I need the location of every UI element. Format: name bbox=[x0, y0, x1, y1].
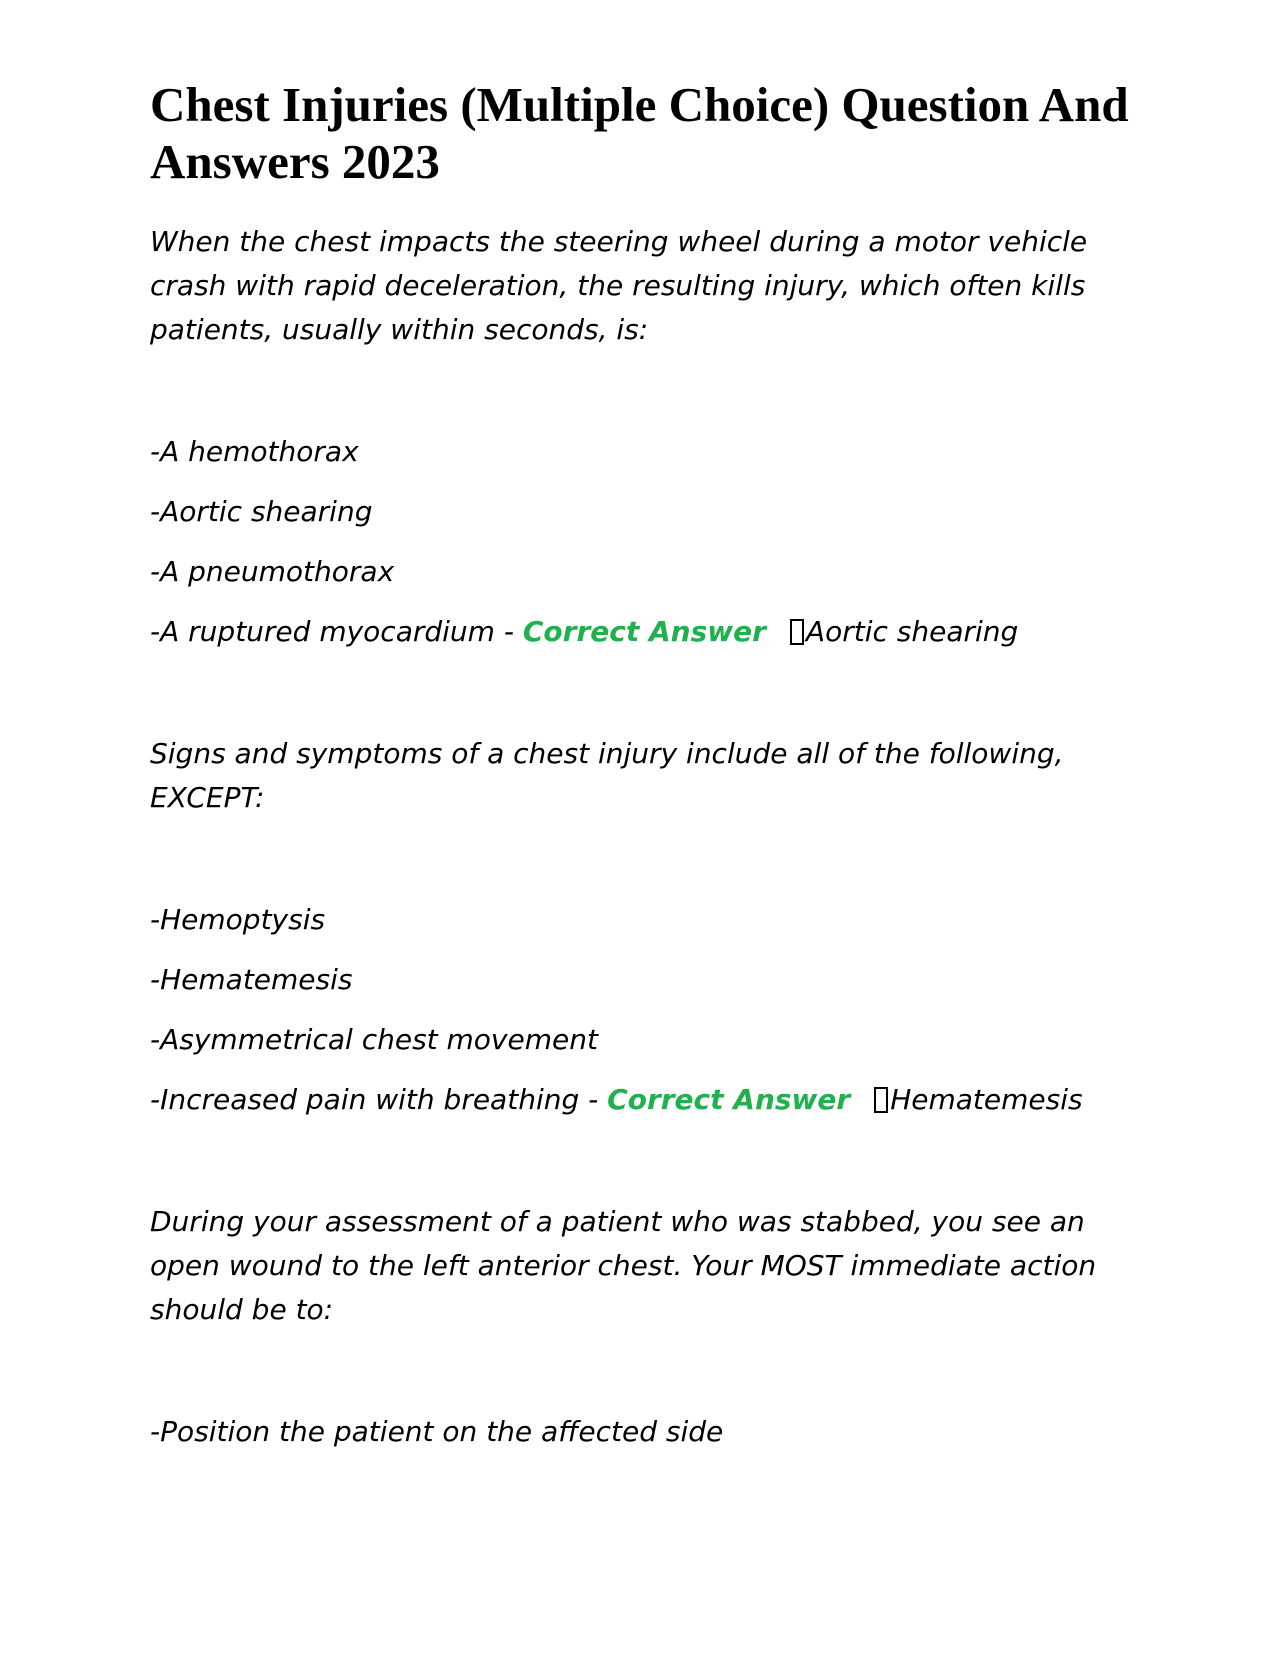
answer-option: -Aortic shearing bbox=[150, 495, 373, 528]
answer-option: -A hemothorax bbox=[150, 435, 359, 468]
answer-option-with-answer bbox=[150, 1078, 1150, 1122]
answer-option: -Hematemesis bbox=[150, 963, 353, 996]
answer-option: -Position the patient on the affected side bbox=[150, 1415, 724, 1448]
question-block bbox=[150, 1200, 1150, 1454]
page-title: Chest Injuries (Multiple Choice) Question And Answers 2023 bbox=[150, 77, 1129, 189]
question-prompt: Signs and symptoms of a chest injury include all of the following, EXCEPT: bbox=[150, 737, 1064, 814]
question-block bbox=[150, 732, 1150, 1122]
document-page bbox=[150, 76, 1150, 1470]
question-prompt: During your assessment of a patient who was stabbed, you see an open wound to the left anterior chest. Your MOST immediate action should be to: bbox=[150, 1205, 1097, 1326]
question-block bbox=[150, 220, 1150, 654]
checkbox-icon bbox=[874, 1087, 888, 1113]
checkbox-icon bbox=[790, 619, 804, 645]
answer-option-text: -Increased pain with breathing - bbox=[150, 1083, 608, 1116]
question-prompt: When the chest impacts the steering wheel during a motor vehicle crash with rapid deceleration, the resulting injury, which often kills patients, usually within seconds, is: bbox=[150, 225, 1088, 346]
answer-option-with-answer bbox=[150, 610, 1150, 654]
correct-answer-label: Correct Answer bbox=[607, 1083, 851, 1116]
correct-answer-label: Correct Answer bbox=[522, 615, 766, 648]
answer-option: -Asymmetrical chest movement bbox=[150, 1023, 598, 1056]
correct-answer-value: Hematemesis bbox=[890, 1083, 1083, 1116]
correct-answer-value: Aortic shearing bbox=[805, 615, 1019, 648]
answer-option: -A pneumothorax bbox=[150, 555, 395, 588]
answer-option-text: -A ruptured myocardium - bbox=[150, 615, 523, 648]
answer-option: -Hemoptysis bbox=[150, 903, 326, 936]
